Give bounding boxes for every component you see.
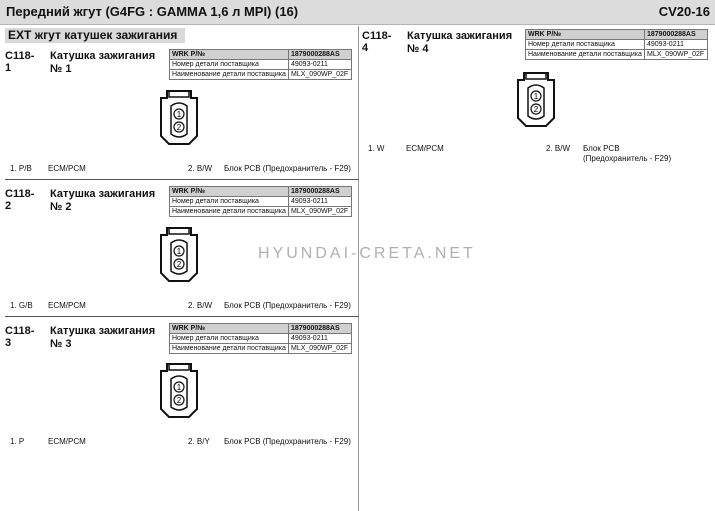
table-row: Номер детали поставщика 49093-0211 (170, 60, 352, 70)
pin-number: 2. B/W (188, 164, 213, 173)
table-row: Наименование детали поставщика MLX_090WP_02F (170, 70, 352, 80)
pin-destination: ECM/PCM (48, 164, 86, 173)
watermark: HYUNDAI-CRETA.NET (258, 245, 476, 262)
section-separator (5, 179, 359, 180)
pin-number: 1. G/B (10, 301, 33, 310)
page-title: Передний жгут (G4FG : GAMMA 1,6 л MPI) (16) (6, 4, 299, 19)
connector-diagram (157, 361, 201, 419)
pin-destination: ECM/PCM (48, 437, 86, 446)
pin-list (10, 437, 355, 448)
section-separator (5, 316, 359, 317)
table-row: WRK P/№ 1879000288AS (526, 30, 708, 40)
pin-number: 1. W (368, 144, 385, 153)
pin-label: 1 (176, 383, 182, 392)
section-title: EXT жгут катушек зажигания (5, 28, 185, 43)
connector-diagram (157, 225, 201, 283)
pin-destination: Блок PCB (Предохранитель - F29) (224, 437, 351, 446)
pin-label: 2 (176, 123, 182, 132)
pin-list (368, 144, 708, 166)
pin-list (10, 301, 355, 312)
spec-table (169, 49, 352, 80)
spec-table (525, 29, 708, 60)
connector-id: C118-4 (362, 30, 392, 54)
table-row: WRK P/№ 1879000288AS (170, 324, 352, 334)
connector-name: Катушка зажигания № 1 (50, 50, 156, 75)
pin-label: 1 (176, 110, 182, 119)
pin-list (10, 164, 355, 175)
page-header (0, 0, 715, 25)
pin-number: 1. P/B (10, 164, 32, 173)
pin-destination: (Предохранитель - F29) (583, 154, 672, 163)
connector-name: Катушка зажигания № 2 (50, 188, 156, 213)
pin-destination: Блок PCB (Предохранитель - F29) (224, 301, 351, 310)
spec-table (169, 323, 352, 354)
table-row: Наименование детали поставщика MLX_090WP_02F (170, 207, 352, 217)
page-code: CV20-16 (658, 4, 710, 19)
connector-name: Катушка зажигания № 3 (50, 325, 156, 350)
pin-number: 2. B/W (188, 301, 213, 310)
table-row: Наименование детали поставщика MLX_090WP_02F (170, 344, 352, 354)
pin-destination: Блок PCB (Предохранитель - F29) (224, 164, 351, 173)
connector-name: Катушка зажигания № 4 (407, 30, 513, 55)
pin-label: 2 (176, 260, 182, 269)
pin-number: 1. P (10, 437, 25, 446)
column-divider (358, 26, 359, 511)
pin-destination: Блок PCB (583, 144, 620, 153)
pin-destination: ECM/PCM (406, 144, 444, 153)
pin-label: 2 (176, 396, 182, 405)
connector-id: C118-2 (5, 188, 35, 212)
table-row: Номер детали поставщика 49093-0211 (170, 197, 352, 207)
table-row: Наименование детали поставщика MLX_090WP_02F (526, 50, 708, 60)
table-row: WRK P/№ 1879000288AS (170, 187, 352, 197)
pin-label: 1 (176, 247, 182, 256)
connector-id: C118-1 (5, 50, 35, 74)
pin-destination: ECM/PCM (48, 301, 86, 310)
pin-number: 2. B/W (546, 144, 571, 153)
pin-number: 2. B/Y (188, 437, 210, 446)
table-row: Номер детали поставщика 49093-0211 (170, 334, 352, 344)
table-row: WRK P/№ 1879000288AS (170, 50, 352, 60)
pin-label: 2 (533, 105, 539, 114)
connector-diagram (514, 70, 558, 128)
pin-label: 1 (533, 92, 539, 101)
connector-id: C118-3 (5, 325, 35, 349)
spec-table (169, 186, 352, 217)
connector-diagram (157, 88, 201, 146)
table-row: Номер детали поставщика 49093-0211 (526, 40, 708, 50)
